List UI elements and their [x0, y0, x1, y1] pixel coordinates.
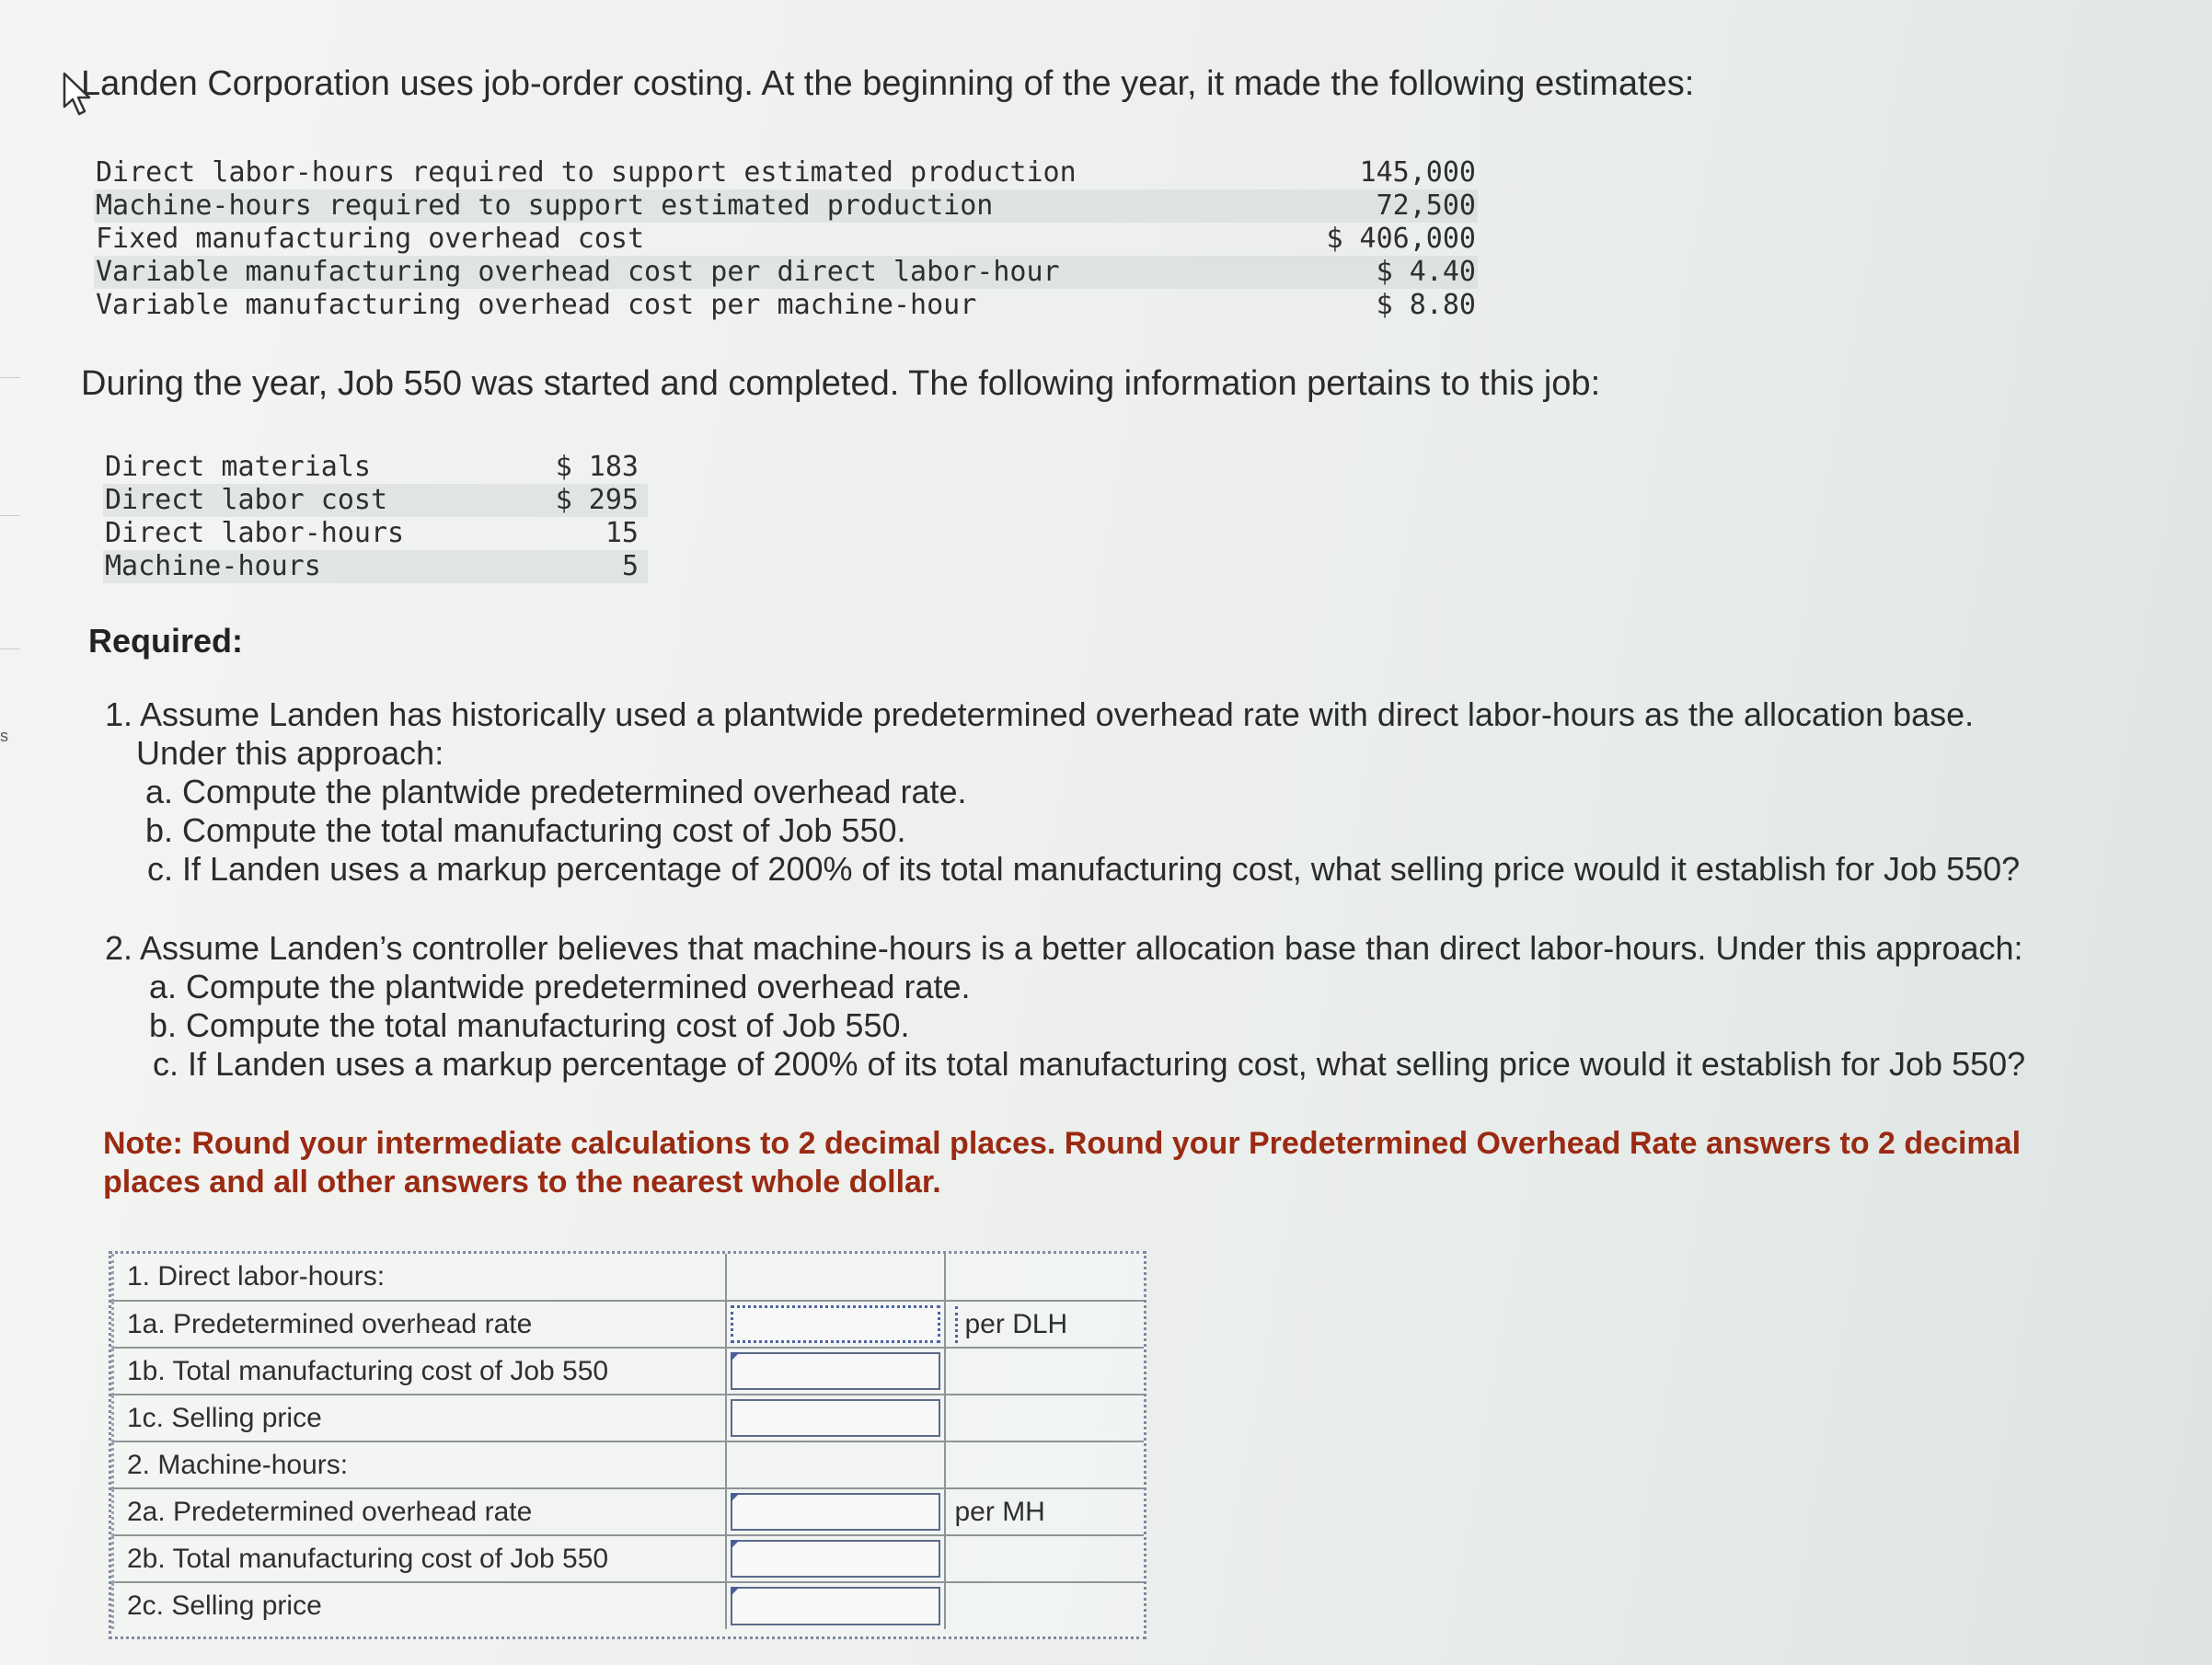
estimate-label: Variable manufacturing overhead cost per direct labor-hour: [94, 256, 1237, 289]
estimate-label: Fixed manufacturing overhead cost: [96, 223, 645, 255]
intro-text: Landen Corporation uses job-order costing. At the beginning of the year, it made the following estimates:: [81, 64, 1695, 103]
answer-row-2c: [113, 1582, 1145, 1629]
answer-row-direct-labor-heading: [113, 1254, 1145, 1301]
selling-price-mh-input[interactable]: [731, 1587, 940, 1625]
estimate-row: [94, 189, 1478, 223]
estimate-label: Machine-hours required to support estimated production: [94, 189, 1237, 223]
estimate-row: [94, 289, 1478, 322]
estimate-value: $ 406,000: [1326, 223, 1476, 255]
answer-blank-cell: [726, 1441, 945, 1488]
job-info-label: Machine-hours: [103, 550, 537, 583]
answer-unit: [945, 1535, 1145, 1582]
answer-cell: [726, 1395, 945, 1441]
answer-unit: [945, 1582, 1145, 1629]
job-info-row: [103, 550, 648, 583]
predetermined-rate-mh-input[interactable]: [731, 1493, 940, 1531]
answer-label: 2. Machine-hours:: [113, 1441, 726, 1488]
job-info-value: 5: [537, 550, 648, 583]
answer-unit: per MH: [945, 1488, 1145, 1535]
answer-row-2a: [113, 1488, 1145, 1535]
answer-row-2b: [113, 1535, 1145, 1582]
selling-price-dlh-input[interactable]: [731, 1399, 940, 1437]
answer-label: 2b. Total manufacturing cost of Job 550: [113, 1535, 726, 1582]
question-1b: b. Compute the total manufacturing cost of Job 550.: [145, 811, 906, 849]
answer-label: 2c. Selling price: [113, 1582, 726, 1629]
answer-unit: [945, 1348, 1145, 1395]
job-info-row: [103, 484, 648, 517]
answer-unit: per DLH: [955, 1306, 1068, 1343]
estimate-value: 72,500: [1237, 189, 1478, 223]
estimate-value: $ 8.80: [1376, 289, 1476, 321]
job-info-row: [103, 451, 648, 484]
mouse-pointer-icon: [63, 72, 94, 118]
answer-row-1b: [113, 1348, 1145, 1395]
answer-row-1c: [113, 1395, 1145, 1441]
answer-label: 2a. Predetermined overhead rate: [113, 1488, 726, 1535]
edge-glyph: s: [0, 727, 8, 745]
answer-unit: [945, 1254, 1145, 1301]
job-info-label: Direct labor cost: [103, 484, 537, 517]
answer-blank-cell: [726, 1254, 945, 1301]
question-1c: c. If Landen uses a markup percentage of 200% of its total manufacturing cost, what selling price would it establish for Job 550?: [147, 850, 2021, 888]
job-info-row: [103, 517, 648, 550]
estimate-row: [94, 156, 1478, 189]
total-cost-mh-input[interactable]: [731, 1540, 940, 1578]
answer-cell: [726, 1348, 945, 1395]
answer-unit: [945, 1441, 1145, 1488]
answer-label: 1a. Predetermined overhead rate: [113, 1301, 726, 1348]
estimate-value: $ 4.40: [1237, 256, 1478, 289]
rounding-note: Note: Round your intermediate calculations to 2 decimal places. Round your Predetermined Overhead Rate answers to 2 decimal places and all other answers to the nearest whole dollar.: [103, 1126, 2022, 1200]
question-1a: a. Compute the plantwide predetermined overhead rate.: [145, 773, 967, 810]
job-info-label: Direct labor-hours: [105, 517, 405, 549]
estimate-label: Variable manufacturing overhead cost per machine-hour: [96, 289, 977, 321]
total-cost-dlh-input[interactable]: [731, 1352, 940, 1390]
answer-grid: [109, 1251, 1146, 1639]
estimate-value: 145,000: [1359, 156, 1476, 189]
predetermined-rate-dlh-input[interactable]: [731, 1305, 940, 1343]
job-intro-text: During the year, Job 550 was started and completed. The following information pertains to this job:: [81, 364, 1601, 403]
job-info-value: $ 295: [537, 484, 648, 517]
required-heading: Required:: [88, 622, 244, 660]
answer-label: 1b. Total manufacturing cost of Job 550: [113, 1348, 726, 1395]
answer-table: [111, 1254, 1144, 1629]
estimate-row: [94, 256, 1478, 289]
estimate-row: [94, 223, 1478, 256]
answer-cell: [726, 1488, 945, 1535]
edge-divider: [0, 515, 20, 516]
question-1: 1. Assume Landen has historically used a plantwide predetermined overhead rate with direct labor-hours as the allocation base.: [105, 695, 1975, 733]
question-2b: b. Compute the total manufacturing cost of Job 550.: [149, 1006, 910, 1044]
question-2a: a. Compute the plantwide predetermined overhead rate.: [149, 968, 971, 1005]
answer-unit-cell: [945, 1301, 1145, 1348]
answer-cell: [726, 1301, 945, 1348]
answer-cell: [726, 1535, 945, 1582]
answer-row-1a: [113, 1301, 1145, 1348]
answer-cell: [726, 1582, 945, 1629]
question-2: 2. Assume Landen’s controller believes that machine-hours is a better allocation base than direct labor-hours. Under this approach:: [105, 929, 2023, 967]
answer-unit: [945, 1395, 1145, 1441]
job-info-label: Direct materials: [105, 451, 371, 483]
estimate-label: Direct labor-hours required to support estimated production: [96, 156, 1077, 189]
estimates-table: [94, 156, 1478, 322]
question-2c: c. If Landen uses a markup percentage of 200% of its total manufacturing cost, what selling price would it establish for Job 550?: [153, 1045, 2026, 1083]
answer-row-machine-hours-heading: [113, 1441, 1145, 1488]
answer-label: 1. Direct labor-hours:: [113, 1254, 726, 1301]
answer-label: 1c. Selling price: [113, 1395, 726, 1441]
edge-divider: [0, 377, 20, 378]
question-1-subtext: Under this approach:: [136, 734, 444, 772]
job-info-value: 15: [605, 517, 639, 549]
job-info-table: [103, 451, 648, 583]
job-info-value: $ 183: [555, 451, 639, 483]
